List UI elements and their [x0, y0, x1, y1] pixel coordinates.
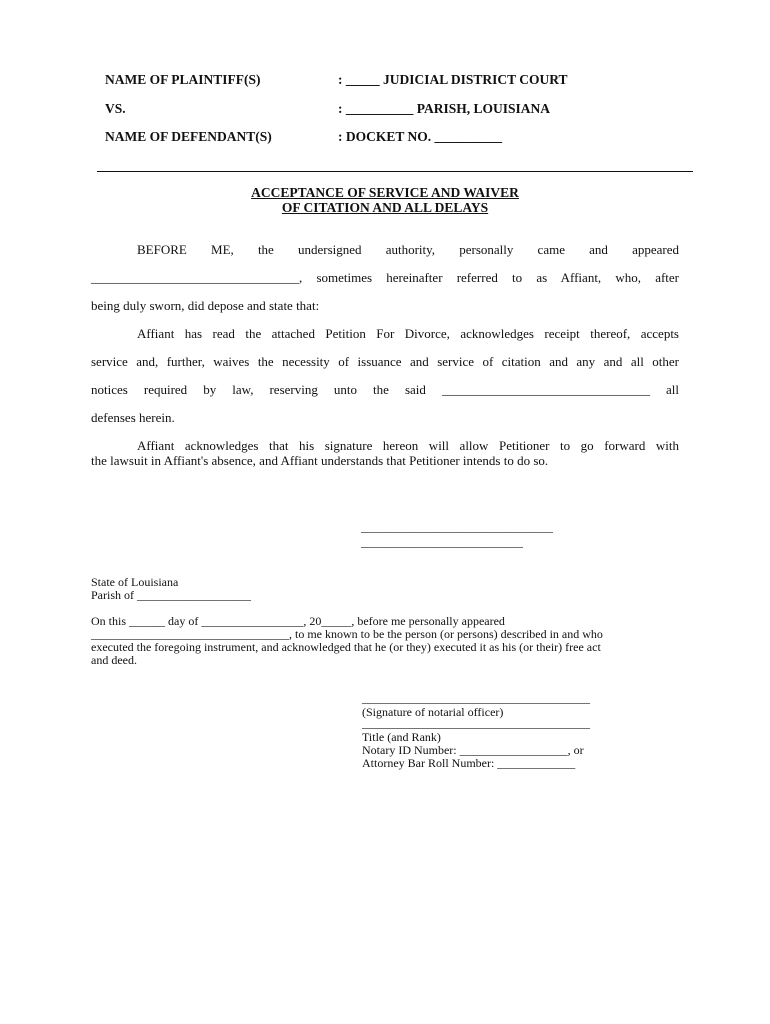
plaintiff-label: NAME OF PLAINTIFF(S): [105, 72, 261, 87]
notary-signature-line: ______________________________________: [362, 691, 590, 705]
paragraph-3-line-1: Affiant acknowledges that his signature hereon will allow Petitioner to go forward with: [137, 438, 679, 453]
acknowledgment-line-2: _________________________________, to me known to be the person (or persons) described in and who: [91, 627, 603, 641]
docket-field: : DOCKET NO. __________: [338, 129, 503, 144]
paragraph-1-line-2: ________________________________, sometimes hereinafter referred to as Affiant, who, after: [91, 270, 679, 285]
attorney-bar-roll-number: Attorney Bar Roll Number: _____________: [362, 756, 576, 770]
defendant-label: NAME OF DEFENDANT(S): [105, 129, 272, 144]
caption-divider: [97, 171, 693, 172]
affiant-name-line: ___________________________: [361, 535, 523, 549]
notary-signature-label: (Signature of notarial officer): [362, 705, 504, 719]
versus-label: VS.: [105, 101, 126, 116]
paragraph-3-line-2: the lawsuit in Affiant's absence, and Affiant understands that Petitioner intends to do so.: [91, 453, 549, 468]
court-field: : _____ JUDICIAL DISTRICT COURT: [338, 72, 568, 87]
paragraph-2-line-3: notices required by law, reserving unto the said ________________________________ all: [91, 382, 679, 397]
acknowledgment-line-1: On this ______ day of _________________, 20_____, before me personally appeared: [91, 614, 505, 628]
paragraph-1-line-1: BEFORE ME, the undersigned authority, personally came and appeared: [137, 242, 679, 257]
paragraph-2-line-1: Affiant has read the attached Petition For Divorce, acknowledges receipt thereof, accepts: [137, 326, 679, 341]
paragraph-2-line-4: defenses herein.: [91, 410, 175, 425]
affiant-signature-line: ________________________________: [361, 520, 553, 534]
parish-field: : __________ PARISH, LOUISIANA: [338, 101, 551, 116]
notary-title-line: ______________________________________: [362, 716, 590, 730]
notary-title-label: Title (and Rank): [362, 730, 441, 744]
notary-state: State of Louisiana: [91, 575, 179, 589]
acknowledgment-line-3: executed the foregoing instrument, and acknowledged that he (or they) executed it as his (or their) free act: [91, 640, 601, 654]
document-title-line-2: OF CITATION AND ALL DELAYS: [281, 200, 489, 215]
notary-parish: Parish of ___________________: [91, 588, 251, 602]
notary-id-number: Notary ID Number: __________________, or: [362, 743, 584, 757]
paragraph-2-line-2: service and, further, waives the necessity of issuance and service of citation and any and all other: [91, 354, 679, 369]
paragraph-1-line-3: being duly sworn, did depose and state that:: [91, 298, 320, 313]
document-title-line-1: ACCEPTANCE OF SERVICE AND WAIVER: [251, 185, 519, 200]
acknowledgment-line-4: and deed.: [91, 653, 137, 667]
